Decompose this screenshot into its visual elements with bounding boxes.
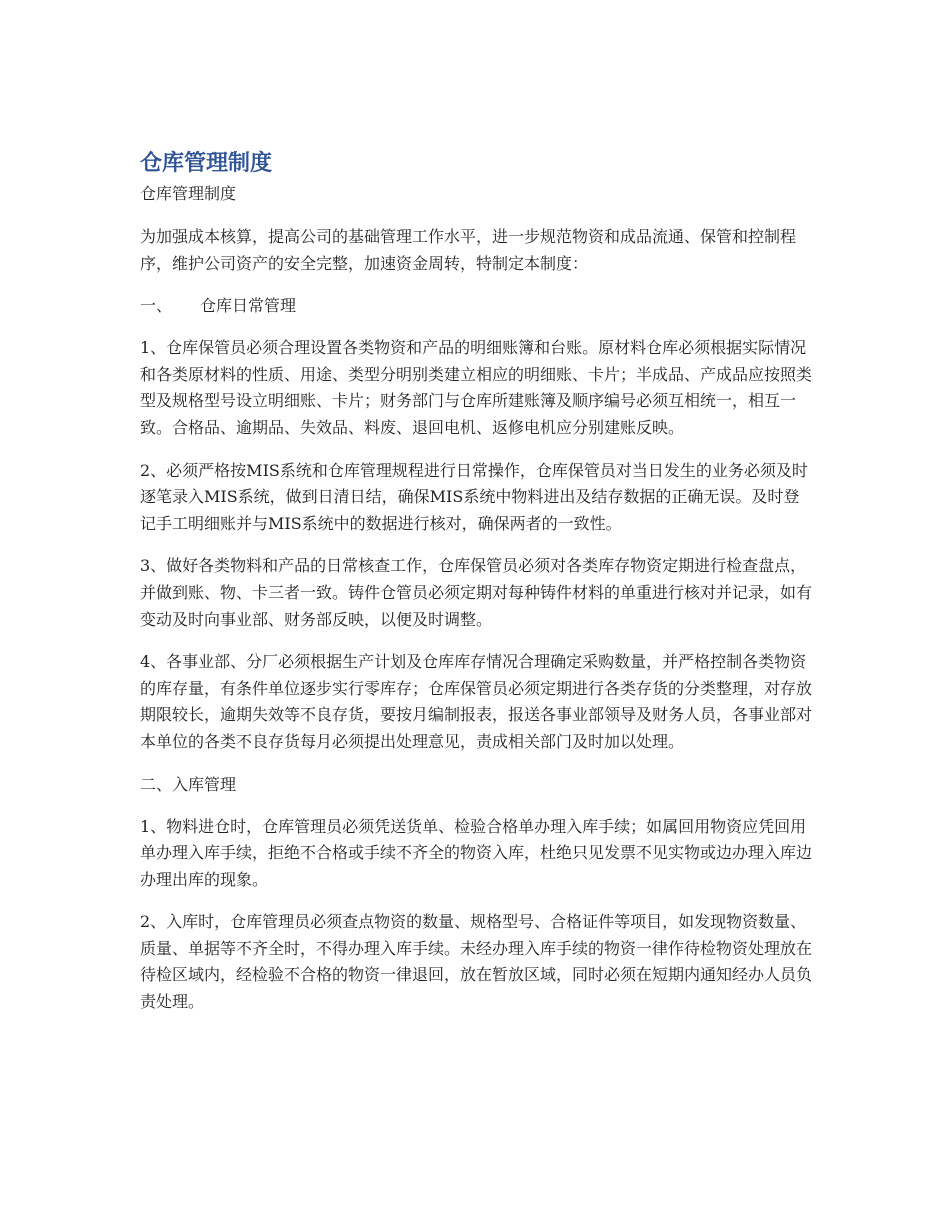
document-page [140, 148, 812, 1032]
section-heading-daily-management [140, 293, 812, 319]
section-paragraph: 2、入库时，仓库管理员必须查点物资的数量、规格型号、合格证件等项目，如发现物资数量、质量、单据等不齐全时，不得办理入库手续。未经办理入库手续的物资一律作待检物资处理放在待检区域内，经检验不合格的物资一律退回，放在暂放区域，同时必须在短期内通知经办人员负责处理。 [140, 912, 813, 1012]
section-paragraph: 1、仓库保管员必须合理设置各类物资和产品的明细账簿和台账。原材料仓库必须根据实际情况和各类原材料的性质、用途、类型分明别类建立相应的明细账、卡片；半成品、产成品应按照类型及规格型号设立明细账、卡片；财务部门与仓库所建账簿及顺序编号必须互相统一，相互一致。合格品、逾期品、失效品、料废、退回电机、返修电机应分别建账反映。 [140, 338, 813, 437]
section-heading-inbound-management [140, 772, 812, 798]
section-number: 一、 [140, 296, 173, 316]
section-paragraph: 3、做好各类物料和产品的日常核查工作，仓库保管员必须对各类库存物资定期进行检查盘点，并做到账、物、卡三者一致。铸件仓管员必须定期对每种铸件材料的单重进行核对并记录，如有变动及时向事业部、财务部反映，以便及时调整。 [140, 556, 813, 629]
intro-paragraph: 为加强成本核算，提高公司的基础管理工作水平，进一步规范物资和成品流通、保管和控制程序，维护公司资产的安全完整，加速资金周转，特制定本制度： [140, 227, 797, 273]
section-title: 入库管理 [172, 774, 237, 794]
section-paragraph: 2、必须严格按MIS系统和仓库管理规程进行日常操作，仓库保管员对当日发生的业务必须及时逐笔录入MIS系统，做到日清日结，确保MIS系统中物料进出及结存数据的正确无误。及时登记手工明细账并与MIS系统中的数据进行核对，确保两者的一致性。 [140, 460, 808, 533]
document-title: 仓库管理制度 [140, 151, 273, 176]
section-number: 二、 [140, 774, 173, 794]
section-paragraph: 4、各事业部、分厂必须根据生产计划及仓库库存情况合理确定采购数量，并严格控制各类物资的库存量，有条件单位逐步实行零库存；仓库保管员必须定期进行各类存货的分类整理，对存放期限较长，逾期失效等不良存货，要按月编制报表，报送各事业部领导及财务人员，各事业部对本单位的各类不良存货每月必须提出处理意见，责成相关部门及时加以处理。 [140, 652, 813, 751]
document-subtitle: 仓库管理制度 [140, 184, 237, 203]
section-title: 仓库日常管理 [200, 296, 297, 316]
section-paragraph: 1、物料进仓时，仓库管理员必须凭送货单、检验合格单办理入库手续；如属回用物资应凭回用单办理入库手续，拒绝不合格或手续不齐全的物资入库，杜绝只见发票不见实物或边办理入库边办理出库的现象。 [140, 816, 813, 889]
